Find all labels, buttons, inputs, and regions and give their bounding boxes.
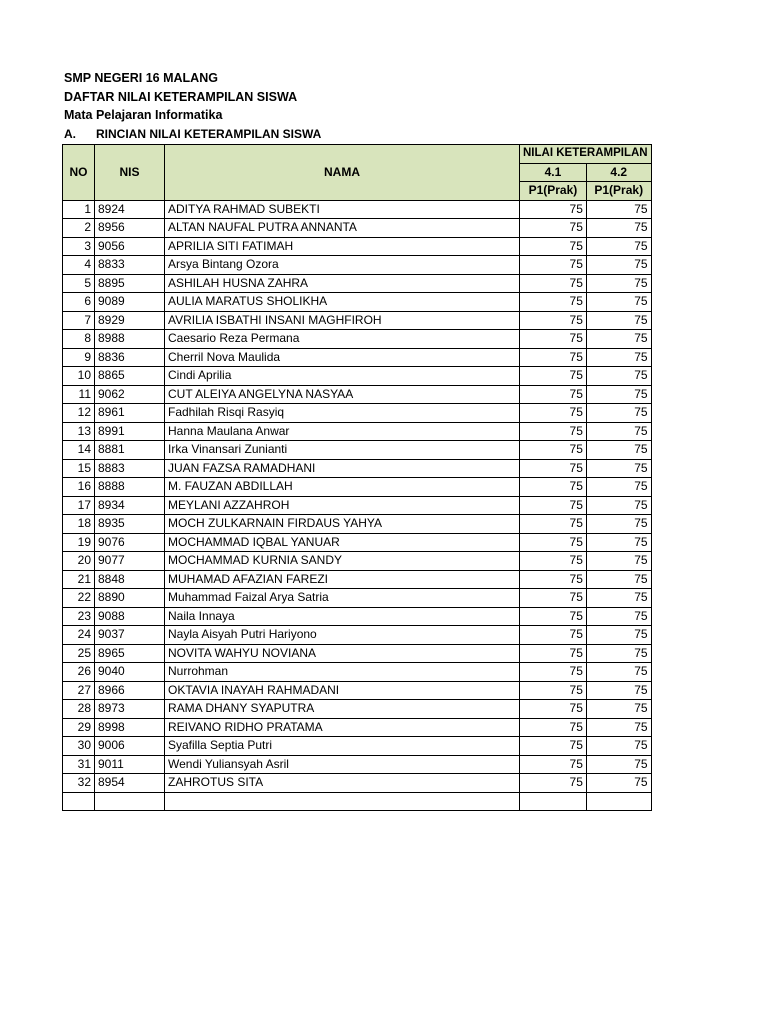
table-row <box>63 663 652 682</box>
row-number: 8 <box>63 330 95 349</box>
score-4-2-cell: 75 <box>586 256 651 275</box>
table-row <box>63 385 652 404</box>
row-number: 10 <box>63 367 95 386</box>
score-4-2-cell: 75 <box>586 755 651 774</box>
nis-cell: 8966 <box>95 681 165 700</box>
col-header-no: NO <box>63 145 95 201</box>
score-4-1-cell: 75 <box>520 330 587 349</box>
empty-cell <box>520 792 587 811</box>
table-row <box>63 219 652 238</box>
score-4-1-cell: 75 <box>520 496 587 515</box>
score-4-2-cell: 75 <box>586 404 651 423</box>
score-4-1-cell: 75 <box>520 570 587 589</box>
nis-cell: 8991 <box>95 422 165 441</box>
name-cell: MOCHAMMAD KURNIA SANDY <box>165 552 520 571</box>
table-row <box>63 644 652 663</box>
score-4-2-cell: 75 <box>586 589 651 608</box>
nis-cell: 8935 <box>95 515 165 534</box>
table-row <box>63 552 652 571</box>
nis-cell: 8965 <box>95 644 165 663</box>
score-4-1-cell: 75 <box>520 515 587 534</box>
row-number: 24 <box>63 626 95 645</box>
row-number: 26 <box>63 663 95 682</box>
score-4-1-cell: 75 <box>520 681 587 700</box>
row-number: 13 <box>63 422 95 441</box>
score-4-2-cell: 75 <box>586 330 651 349</box>
nis-cell: 8956 <box>95 219 165 238</box>
score-4-1-cell: 75 <box>520 441 587 460</box>
row-number: 4 <box>63 256 95 275</box>
col-header-sub2-type: P1(Prak) <box>586 182 651 201</box>
document-header <box>64 69 321 143</box>
name-cell: OKTAVIA INAYAH RAHMADANI <box>165 681 520 700</box>
row-number: 30 <box>63 737 95 756</box>
name-cell: Wendi Yuliansyah Asril <box>165 755 520 774</box>
table-row <box>63 607 652 626</box>
subject-line: Mata Pelajaran Informatika <box>64 108 223 122</box>
col-header-nis: NIS <box>95 145 165 201</box>
score-4-2-cell: 75 <box>586 422 651 441</box>
score-4-1-cell: 75 <box>520 367 587 386</box>
row-number: 5 <box>63 274 95 293</box>
table-row-empty <box>63 792 652 811</box>
row-number: 22 <box>63 589 95 608</box>
table-row <box>63 515 652 534</box>
score-4-1-cell: 75 <box>520 404 587 423</box>
row-number: 27 <box>63 681 95 700</box>
score-4-1-cell: 75 <box>520 755 587 774</box>
score-4-1-cell: 75 <box>520 718 587 737</box>
col-header-group: NILAI KETERAMPILAN <box>520 145 652 164</box>
name-cell: MOCHAMMAD IQBAL YANUAR <box>165 533 520 552</box>
score-4-1-cell: 75 <box>520 385 587 404</box>
empty-cell <box>165 792 520 811</box>
score-4-1-cell: 75 <box>520 607 587 626</box>
table-row <box>63 330 652 349</box>
score-4-2-cell: 75 <box>586 700 651 719</box>
table-row <box>63 626 652 645</box>
score-4-2-cell: 75 <box>586 552 651 571</box>
name-cell: ASHILAH HUSNA ZAHRA <box>165 274 520 293</box>
nis-cell: 8929 <box>95 311 165 330</box>
score-4-2-cell: 75 <box>586 533 651 552</box>
document-title: DAFTAR NILAI KETERAMPILAN SISWA <box>64 89 298 104</box>
section-number: A. <box>64 126 76 141</box>
score-4-2-cell: 75 <box>586 200 651 219</box>
col-header-sub1-type: P1(Prak) <box>520 182 587 201</box>
table-row <box>63 237 652 256</box>
nis-cell: 8895 <box>95 274 165 293</box>
score-4-2-cell: 75 <box>586 515 651 534</box>
table-row <box>63 700 652 719</box>
row-number: 28 <box>63 700 95 719</box>
row-number: 29 <box>63 718 95 737</box>
name-cell: RAMA DHANY SYAPUTRA <box>165 700 520 719</box>
nis-cell: 8883 <box>95 459 165 478</box>
score-4-2-cell: 75 <box>586 681 651 700</box>
row-number: 1 <box>63 200 95 219</box>
grades-table-body <box>63 200 652 811</box>
score-4-2-cell: 75 <box>586 237 651 256</box>
name-cell: MEYLANI AZZAHROH <box>165 496 520 515</box>
table-row <box>63 348 652 367</box>
row-number: 2 <box>63 219 95 238</box>
score-4-1-cell: 75 <box>520 256 587 275</box>
nis-cell: 8890 <box>95 589 165 608</box>
score-4-2-cell: 75 <box>586 663 651 682</box>
score-4-1-cell: 75 <box>520 348 587 367</box>
score-4-2-cell: 75 <box>586 774 651 793</box>
table-row <box>63 200 652 219</box>
name-cell: Hanna Maulana Anwar <box>165 422 520 441</box>
row-number: 17 <box>63 496 95 515</box>
score-4-2-cell: 75 <box>586 459 651 478</box>
score-4-2-cell: 75 <box>586 293 651 312</box>
section-heading <box>64 125 321 143</box>
score-4-2-cell: 75 <box>586 607 651 626</box>
table-row <box>63 589 652 608</box>
score-4-1-cell: 75 <box>520 663 587 682</box>
nis-cell: 9077 <box>95 552 165 571</box>
score-4-2-cell: 75 <box>586 570 651 589</box>
name-cell: Caesario Reza Permana <box>165 330 520 349</box>
empty-cell <box>586 792 651 811</box>
score-4-2-cell: 75 <box>586 274 651 293</box>
nis-cell: 9089 <box>95 293 165 312</box>
table-row <box>63 256 652 275</box>
score-4-1-cell: 75 <box>520 552 587 571</box>
score-4-2-cell: 75 <box>586 496 651 515</box>
nis-cell: 8888 <box>95 478 165 497</box>
row-number: 15 <box>63 459 95 478</box>
table-row <box>63 367 652 386</box>
row-number: 12 <box>63 404 95 423</box>
name-cell: Cindi Aprilia <box>165 367 520 386</box>
name-cell: Syafilla Septia Putri <box>165 737 520 756</box>
empty-cell <box>63 792 95 811</box>
nis-cell: 8881 <box>95 441 165 460</box>
row-number: 9 <box>63 348 95 367</box>
nis-cell: 9006 <box>95 737 165 756</box>
table-row <box>63 274 652 293</box>
section-title: RINCIAN NILAI KETERAMPILAN SISWA <box>96 126 322 141</box>
name-cell: M. FAUZAN ABDILLAH <box>165 478 520 497</box>
name-cell: AVRILIA ISBATHI INSANI MAGHFIROH <box>165 311 520 330</box>
nis-cell: 8833 <box>95 256 165 275</box>
row-number: 7 <box>63 311 95 330</box>
name-cell: Naila Innaya <box>165 607 520 626</box>
table-row <box>63 459 652 478</box>
table-row <box>63 422 652 441</box>
score-4-2-cell: 75 <box>586 311 651 330</box>
score-4-1-cell: 75 <box>520 200 587 219</box>
row-number: 25 <box>63 644 95 663</box>
table-row <box>63 404 652 423</box>
table-row <box>63 681 652 700</box>
score-4-2-cell: 75 <box>586 478 651 497</box>
name-cell: CUT ALEIYA ANGELYNA NASYAA <box>165 385 520 404</box>
table-row <box>63 570 652 589</box>
table-row <box>63 293 652 312</box>
score-4-1-cell: 75 <box>520 626 587 645</box>
table-row <box>63 774 652 793</box>
name-cell: Muhammad Faizal Arya Satria <box>165 589 520 608</box>
nis-cell: 8934 <box>95 496 165 515</box>
name-cell: ADITYA RAHMAD SUBEKTI <box>165 200 520 219</box>
score-4-1-cell: 75 <box>520 459 587 478</box>
row-number: 3 <box>63 237 95 256</box>
nis-cell: 8865 <box>95 367 165 386</box>
nis-cell: 8998 <box>95 718 165 737</box>
score-4-2-cell: 75 <box>586 367 651 386</box>
col-header-sub2: 4.2 <box>586 163 651 182</box>
name-cell: MUHAMAD AFAZIAN FAREZI <box>165 570 520 589</box>
score-4-1-cell: 75 <box>520 219 587 238</box>
score-4-1-cell: 75 <box>520 700 587 719</box>
row-number: 19 <box>63 533 95 552</box>
school-name: SMP NEGERI 16 MALANG <box>64 71 218 85</box>
nis-cell: 9040 <box>95 663 165 682</box>
nis-cell: 8836 <box>95 348 165 367</box>
table-row <box>63 533 652 552</box>
row-number: 16 <box>63 478 95 497</box>
score-4-1-cell: 75 <box>520 422 587 441</box>
row-number: 20 <box>63 552 95 571</box>
nis-cell: 9011 <box>95 755 165 774</box>
empty-cell <box>95 792 165 811</box>
nis-cell: 9088 <box>95 607 165 626</box>
row-number: 23 <box>63 607 95 626</box>
score-4-1-cell: 75 <box>520 237 587 256</box>
table-row <box>63 496 652 515</box>
name-cell: Irka Vinansari Zunianti <box>165 441 520 460</box>
score-4-1-cell: 75 <box>520 311 587 330</box>
name-cell: AULIA MARATUS SHOLIKHA <box>165 293 520 312</box>
nis-cell: 9062 <box>95 385 165 404</box>
table-row <box>63 737 652 756</box>
name-cell: JUAN FAZSA RAMADHANI <box>165 459 520 478</box>
row-number: 14 <box>63 441 95 460</box>
nis-cell: 9076 <box>95 533 165 552</box>
nis-cell: 8973 <box>95 700 165 719</box>
row-number: 21 <box>63 570 95 589</box>
score-4-2-cell: 75 <box>586 644 651 663</box>
score-4-1-cell: 75 <box>520 478 587 497</box>
nis-cell: 8961 <box>95 404 165 423</box>
score-4-1-cell: 75 <box>520 293 587 312</box>
nis-cell: 8924 <box>95 200 165 219</box>
score-4-2-cell: 75 <box>586 737 651 756</box>
score-4-1-cell: 75 <box>520 589 587 608</box>
grades-table <box>62 144 652 811</box>
table-row <box>63 311 652 330</box>
row-number: 18 <box>63 515 95 534</box>
table-row <box>63 755 652 774</box>
name-cell: Cherril Nova Maulida <box>165 348 520 367</box>
col-header-nama: NAMA <box>165 145 520 201</box>
nis-cell: 9037 <box>95 626 165 645</box>
score-4-2-cell: 75 <box>586 718 651 737</box>
score-4-2-cell: 75 <box>586 441 651 460</box>
name-cell: ALTAN NAUFAL PUTRA ANNANTA <box>165 219 520 238</box>
col-header-sub1: 4.1 <box>520 163 587 182</box>
row-number: 31 <box>63 755 95 774</box>
score-4-2-cell: 75 <box>586 348 651 367</box>
row-number: 6 <box>63 293 95 312</box>
score-4-1-cell: 75 <box>520 533 587 552</box>
name-cell: Nurrohman <box>165 663 520 682</box>
score-4-1-cell: 75 <box>520 274 587 293</box>
table-row <box>63 718 652 737</box>
score-4-1-cell: 75 <box>520 644 587 663</box>
name-cell: Nayla Aisyah Putri Hariyono <box>165 626 520 645</box>
row-number: 32 <box>63 774 95 793</box>
nis-cell: 8988 <box>95 330 165 349</box>
score-4-1-cell: 75 <box>520 774 587 793</box>
name-cell: Arsya Bintang Ozora <box>165 256 520 275</box>
name-cell: REIVANO RIDHO PRATAMA <box>165 718 520 737</box>
name-cell: ZAHROTUS SITA <box>165 774 520 793</box>
name-cell: Fadhilah Risqi Rasyiq <box>165 404 520 423</box>
table-row <box>63 478 652 497</box>
name-cell: MOCH ZULKARNAIN FIRDAUS YAHYA <box>165 515 520 534</box>
nis-cell: 8954 <box>95 774 165 793</box>
nis-cell: 9056 <box>95 237 165 256</box>
table-row <box>63 441 652 460</box>
score-4-2-cell: 75 <box>586 385 651 404</box>
row-number: 11 <box>63 385 95 404</box>
score-4-2-cell: 75 <box>586 626 651 645</box>
name-cell: APRILIA SITI FATIMAH <box>165 237 520 256</box>
score-4-2-cell: 75 <box>586 219 651 238</box>
nis-cell: 8848 <box>95 570 165 589</box>
score-4-1-cell: 75 <box>520 737 587 756</box>
name-cell: NOVITA WAHYU NOVIANA <box>165 644 520 663</box>
